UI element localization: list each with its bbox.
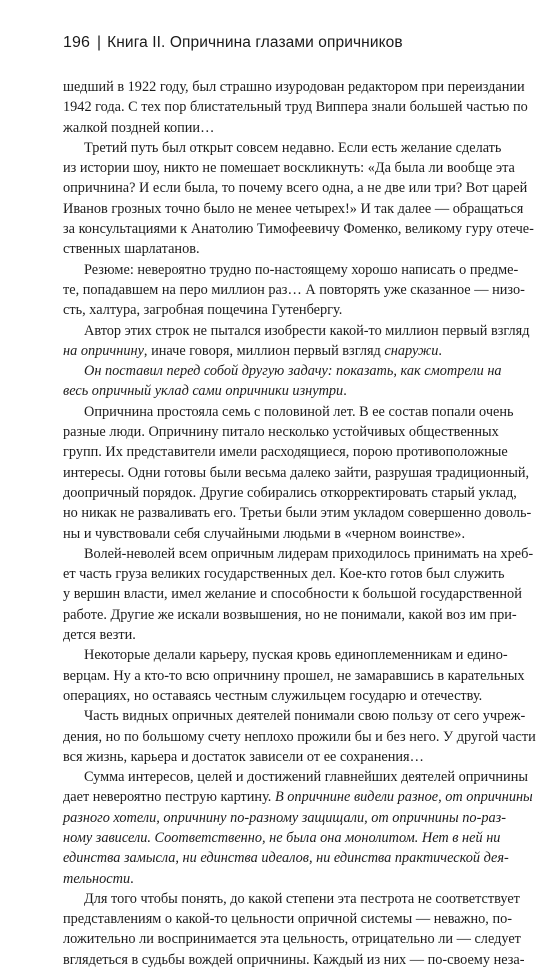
text-segment: Резюме: невероятно трудно по-настоящему хорошо написать о предме- [84, 261, 519, 278]
italic-text-segment: тельности [63, 870, 131, 887]
text-line [63, 584, 522, 604]
text-segment: из истории шоу, никто не помешает воскликнуть: «Да была ли вообще эта [63, 160, 515, 177]
text-line [63, 178, 528, 198]
text-line [63, 828, 501, 848]
text-segment: верцам. Ну а кто-то всю опричнину прошел, не замаравшись в карательных [63, 667, 525, 684]
text-line [63, 97, 528, 117]
text-line [63, 645, 508, 665]
text-segment: . [438, 342, 442, 359]
text-line [63, 909, 513, 929]
text-line [63, 341, 475, 361]
text-segment: те, попадавшем на перо миллион раз… А повторять уже сказанное — низо- [63, 281, 525, 298]
text-line [63, 524, 475, 544]
text-line [63, 747, 475, 767]
text-line [63, 300, 475, 320]
text-segment: ственных шарлатанов. [63, 241, 200, 258]
text-line [63, 564, 505, 584]
running-title: Книга II. Опричнина глазами опричников [107, 34, 403, 51]
text-line [63, 787, 533, 807]
italic-text-segment: ному зависели. Соответственно, не была она монолитом. Нет в ней ни [63, 829, 501, 846]
text-segment: дения, но по большому счету неплохо прожили бы и без него. У другой части [63, 728, 536, 745]
text-segment: ны и чувствовали себя случайными людьми в «черном воинстве». [63, 525, 466, 542]
text-segment: Волей-неволей всем опричным лидерам приходилось принимать на хреб- [84, 545, 534, 562]
text-segment: Иванов грозных точно было не менее четырех!» И так далее — обращаться [63, 200, 524, 217]
text-segment: Сумма интересов, целей и достижений главнейших деятелей опричнины [84, 769, 528, 786]
text-segment: Часть видных опричных деятелей понимали свою пользу от сего учреж- [84, 708, 526, 725]
body-text [63, 77, 536, 970]
italic-text-segment: Он поставил перед собой другую задачу: показать, как смотрели на [84, 363, 502, 380]
text-line [63, 706, 526, 726]
text-segment: интересы. Одни готовы были весьма далеко зайти, разрушая традиционный, [63, 464, 530, 481]
text-line [63, 544, 534, 564]
text-line [63, 442, 508, 462]
text-line [63, 118, 475, 138]
text-line [63, 950, 525, 970]
text-segment: представлениям о какой-то цельности опричной системы — неважно, по- [63, 911, 513, 928]
text-line [63, 239, 475, 259]
text-line [63, 483, 517, 503]
text-segment: за консультациями к Анатолию Тимофеевичу Фоменко, великому гуру отече- [63, 221, 534, 238]
text-segment: вглядеться в судьбы вождей опричнины. Каждый из них — по-своему неза- [63, 951, 525, 968]
text-segment: Для того чтобы понять, до какой степени эта пестрота не соответствует [84, 890, 520, 907]
text-line [63, 605, 517, 625]
text-line [63, 889, 520, 909]
text-line [63, 402, 514, 422]
text-segment: сть, халтура, загробная пощечина Гутенбергу. [63, 302, 343, 319]
text-line [63, 869, 475, 889]
text-segment: но никак не разваливать его. Третьи были этим укладом совершенно доволь- [63, 505, 532, 522]
text-line [63, 929, 521, 949]
text-line [63, 727, 536, 747]
italic-text-segment: на опричнину [63, 342, 144, 359]
text-segment: Третий путь был открыт совсем недавно. Если есть желание сделать [84, 139, 502, 156]
text-line [63, 280, 525, 300]
text-segment: Автор этих строк не пытался изобрести какой-то миллион первый взгляд [84, 322, 530, 339]
text-line [63, 808, 506, 828]
text-segment: опричнина? И если была, то почему всего одна, а не две или три? Вот царей [63, 180, 528, 197]
text-segment: дется везти. [63, 627, 136, 644]
text-line [63, 422, 499, 442]
text-line [63, 260, 519, 280]
italic-text-segment: разного хотели, опричнину по-разному защищали, от опричнины по-раз- [63, 809, 506, 826]
text-line [63, 848, 509, 868]
text-segment: работе. Другие же искали возвышения, но не понимали, какой воз им при- [63, 606, 517, 623]
text-line [63, 381, 475, 401]
text-segment: жалкой поздней копии… [63, 119, 215, 136]
italic-text-segment: весь опричный уклад сами опричники изнутри [63, 383, 344, 400]
text-segment: . [343, 383, 347, 400]
text-line [63, 219, 534, 239]
text-segment: ложительно ли воспринимается эта цельность, отрицательно ли — следует [63, 931, 521, 948]
running-head [63, 34, 403, 52]
text-segment: групп. Их представители имели расходящиеся, порою противоположные [63, 444, 508, 461]
text-line [63, 686, 483, 706]
text-line [63, 321, 530, 341]
text-segment: вся жизнь, карьера и достаток зависели от ее сохранения… [63, 748, 424, 765]
text-segment: у вершин власти, имел желание и способности к большой государственной [63, 586, 522, 603]
header-separator: | [97, 34, 102, 51]
text-segment: шедший в 1922 году, был страшно изуродован редактором при переиздании [63, 79, 525, 95]
text-segment: дает невероятно пеструю картину. [63, 789, 275, 806]
text-line [63, 767, 528, 787]
text-segment: , иначе говоря, миллион первый взгляд [143, 342, 385, 359]
text-line [63, 625, 475, 645]
text-line [63, 77, 525, 97]
italic-text-segment: единства замысла, ни единства идеалов, ни единства практической дея- [63, 850, 509, 867]
italic-text-segment: снаружи [384, 342, 439, 359]
text-line [63, 666, 525, 686]
text-segment: разные люди. Опричнину питало несколько устойчивых общественных [63, 424, 499, 441]
text-segment: операциях, но оставаясь честным служильцем государю и отечеству. [63, 687, 483, 704]
text-line [63, 158, 515, 178]
text-segment: Некоторые делали карьеру, пуская кровь единоплеменникам и едино- [84, 647, 508, 664]
text-line [63, 138, 502, 158]
text-segment: Опричнина простояла семь с половиной лет. В ее состав попали очень [84, 403, 514, 420]
text-segment: ет часть груза великих государственных дел. Кое-кто готов был служить [63, 566, 505, 583]
text-line [63, 361, 502, 381]
text-line [63, 463, 530, 483]
text-segment: доопричный порядок. Другие собирались откорректировать старый уклад, [63, 484, 517, 501]
italic-text-segment: В опричнине видели разное, от опричнины [274, 789, 533, 806]
text-line [63, 199, 524, 219]
text-segment: 1942 года. С тех пор блистательный труд Виппера знали большей частью по [63, 99, 528, 116]
text-segment: . [130, 870, 134, 887]
page-number: 196 [63, 34, 90, 51]
text-line [63, 503, 532, 523]
